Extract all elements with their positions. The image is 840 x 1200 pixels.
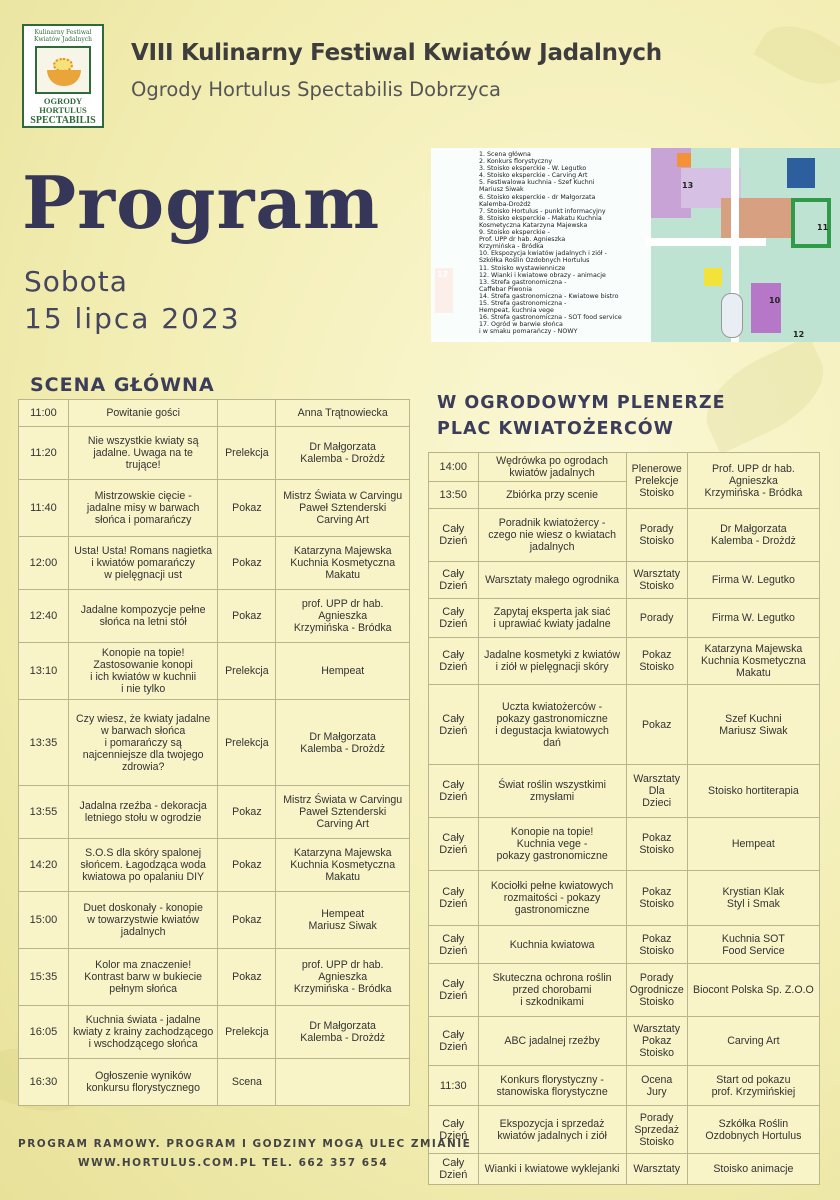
row-title: Nie wszystkie kwiaty są jadalne. Uwaga na te trujące! <box>68 427 218 480</box>
footer-contact: WWW.HORTULUS.COM.PL TEL. 662 357 654 <box>78 1157 389 1169</box>
row-presenter: Kuchnia SOT Food Service <box>687 926 819 964</box>
row-type: Pokaz Stoisko <box>626 818 687 871</box>
schedule-row <box>429 638 820 685</box>
row-presenter: Katarzyna Majewska Kuchnia Kosmetyczna Makatu <box>276 537 410 590</box>
schedule-row <box>19 400 410 427</box>
row-title: Powitanie gości <box>68 400 218 427</box>
row-time: 11:20 <box>19 427 69 480</box>
row-time: 11:30 <box>429 1066 479 1106</box>
schedule-row <box>429 453 820 482</box>
map-legend-item: 10. Ekspozycja kwiatów jadalnych i ziół - <box>479 250 607 258</box>
schedule-row <box>19 700 410 786</box>
row-type: Pokaz <box>218 786 276 839</box>
scena-heading: SCENA GŁÓWNA <box>30 374 215 396</box>
row-time: 16:05 <box>19 1006 69 1059</box>
row-type: Pokaz Stoisko <box>626 871 687 926</box>
row-title: Duet doskonały - konopie w towarzystwie kwiatów jadalnych <box>68 892 218 949</box>
row-title: Konkurs florystyczny - stanowiska florystyczne <box>478 1066 626 1106</box>
row-time: Cały Dzień <box>429 599 479 638</box>
row-time: Cały Dzień <box>429 1106 479 1154</box>
row-title: Kuchnia świata - jadalne kwiaty z krainy zachodzącego i wschodzącego słońca <box>68 1006 218 1059</box>
row-type: Warsztaty <box>626 1154 687 1185</box>
row-presenter: Carving Art <box>687 1017 819 1066</box>
row-type: Warsztaty Dla Dzieci <box>626 765 687 818</box>
row-type: Prelekcja <box>218 1006 276 1059</box>
plener-heading-2: PLAC KWIATOŻERCÓW <box>437 419 674 439</box>
schedule-row <box>19 537 410 590</box>
logo-line2: SPECTABILIS <box>30 115 96 126</box>
map-legend-item: Prof. UPP dr hab. Agnieszka <box>479 236 566 244</box>
row-title: Mistrzowskie cięcie - jadalne misy w barwach słońca i pomarańczy <box>68 480 218 537</box>
row-time: 11:00 <box>19 400 69 427</box>
row-type: Porady <box>626 599 687 638</box>
schedule-row <box>429 509 820 562</box>
row-time: 13:50 <box>429 482 479 509</box>
map-legend-item: 1. Scena główna <box>479 151 531 158</box>
footer-disclaimer: PROGRAM RAMOWY. PROGRAM I GODZINY MOGĄ ULEC ZMIANIE <box>18 1138 472 1150</box>
row-time: Cały Dzień <box>429 871 479 926</box>
map-legend-item: 8. Stoisko eksperckie - Makatu Kuchnia <box>479 214 602 222</box>
row-type: Porady Sprzedaż Stoisko <box>626 1106 687 1154</box>
row-time: Cały Dzień <box>429 765 479 818</box>
row-title: Ogłoszenie wyników konkursu florystycznego <box>68 1059 218 1106</box>
row-time: 13:35 <box>19 700 69 786</box>
schedule-row <box>19 1006 410 1059</box>
row-title: Kociołki pełne kwiatowych rozmaitości - pokazy gastronomiczne <box>478 871 626 926</box>
row-type: Pokaz <box>218 590 276 643</box>
row-presenter: Hempeat Mariusz Siwak <box>276 892 410 949</box>
row-time: Cały Dzień <box>429 964 479 1017</box>
row-time: 13:55 <box>19 786 69 839</box>
row-presenter: Hempeat <box>276 643 410 700</box>
row-type: Scena <box>218 1059 276 1106</box>
map-legend-item: 4. Stoisko eksperckie - Carving Art <box>479 172 588 180</box>
row-presenter: Hempeat <box>687 818 819 871</box>
garden-map: 13 11 10 12 1. Scena główna 2. Konkurs florystyczny 3. Stoisko eksperckie - W. Legutko 4. Stoisko eksperckie - Carving Art 5. Festiwalowa kuchnia - Szef Kuchni Mariusz Siwak 6. Stoisko eksperckie - dr Małgorzata Kalemba-Drożdż 7. Stoisko Hortulus - punkt informacyjny 8. Stoisko eksperckie - Makatu Kuchnia Kosmetyczna Katarzyna Majewska 9. Stoisko eksperckie - Prof. UPP dr hab. Agnieszka Krzymińska - Bródka 10. Ekspozycja kwiatów jadalnych i ziół - Szkółka Roślin Ozdobnych Hortulus 11. Stoisko wystawiennicze 12. Wianki i kwiatowe obrazy - animacje 13. Strefa gastronomiczna - Caffebar Piwonia 14. Strefa gastronomiczna - Kwiatowe bistro 15. Strefa gastronomiczna - Hempeat, kuchnia vege 16. Strefa gastronomiczna - SOT food service 17. Ogród w barwie słońca i w smaku pomarańczy - NOWY <box>431 148 840 342</box>
row-time: 16:30 <box>19 1059 69 1106</box>
row-presenter: Firma W. Legutko <box>687 599 819 638</box>
map-legend-item: 5. Festiwalowa kuchnia - Szef Kuchni <box>479 179 595 187</box>
schedule-row <box>429 765 820 818</box>
schedule-row <box>429 964 820 1017</box>
row-time: 15:35 <box>19 949 69 1006</box>
schedule-row <box>19 949 410 1006</box>
row-title: Świat roślin wszystkimi zmysłami <box>478 765 626 818</box>
row-type: Pokaz <box>218 480 276 537</box>
row-time: Cały Dzień <box>429 685 479 765</box>
map-legend-item: 17. Ogród w barwie słońca <box>479 321 563 329</box>
row-time: 12:40 <box>19 590 69 643</box>
map-legend-item: Krzymińska - Bródka <box>479 243 544 251</box>
row-presenter: Katarzyna Majewska Kuchnia Kosmetyczna Makatu <box>687 638 819 685</box>
schedule-row <box>429 871 820 926</box>
logo-line1: OGRODY HORTULUS <box>39 96 87 115</box>
row-presenter: prof. UPP dr hab. Agnieszka Krzymińska - Bródka <box>276 590 410 643</box>
row-title: ABC jadalnej rzeźby <box>478 1017 626 1066</box>
row-time: Cały Dzień <box>429 926 479 964</box>
map-legend-item: Szkółka Roślin Ozdobnych Hortulus <box>479 257 590 265</box>
row-title: Usta! Usta! Romans nagietka i kwiatów pomarańczy w pielęgnacji ust <box>68 537 218 590</box>
schedule-row <box>19 892 410 949</box>
row-type: Prelekcja <box>218 427 276 480</box>
schedule-row <box>429 562 820 599</box>
logo-top-text: Kulinarny Festiwal Kwiatów Jadalnych <box>34 29 92 43</box>
row-title: Wianki i kwiatowe wyklejanki <box>478 1154 626 1185</box>
row-time: 14:00 <box>429 453 479 482</box>
map-legend-item: 15. Strefa gastronomiczna - <box>479 299 567 307</box>
map-legend-item: 2. Konkurs florystyczny <box>479 158 553 166</box>
row-time: Cały Dzień <box>429 638 479 685</box>
row-title: Skuteczna ochrona roślin przed chorobami i szkodnikami <box>478 964 626 1017</box>
row-presenter: Dr Małgorzata Kalemba - Drożdż <box>276 700 410 786</box>
schedule-row <box>19 590 410 643</box>
row-presenter: Katarzyna Majewska Kuchnia Kosmetyczna Makatu <box>276 839 410 892</box>
row-title: Uczta kwiatożerców - pokazy gastronomiczne i degustacja kwiatowych dań <box>478 685 626 765</box>
schedule-row <box>429 599 820 638</box>
row-title: Konopie na topie! Zastosowanie konopi i ich kwiatów w kuchnii i nie tylko <box>68 643 218 700</box>
row-type: Pokaz <box>218 839 276 892</box>
schedule-row <box>429 1106 820 1154</box>
row-title: Zbiórka przy scenie <box>478 482 626 509</box>
scena-schedule-table <box>18 399 410 1106</box>
row-title: Warsztaty małego ogrodnika <box>478 562 626 599</box>
row-type: Pokaz Stoisko <box>626 638 687 685</box>
row-type: Prelekcja <box>218 700 276 786</box>
map-legend-item: Mariusz Siwak <box>479 186 524 194</box>
row-time: Cały Dzień <box>429 1154 479 1185</box>
row-type: Warsztaty Stoisko <box>626 562 687 599</box>
row-type: Pokaz <box>218 949 276 1006</box>
festival-subtitle: Ogrody Hortulus Spectabilis Dobrzyca <box>131 78 501 101</box>
row-title: Jadalne kompozycje pełne słońca na letni stół <box>68 590 218 643</box>
map-legend-item: Caffebar Piwonia <box>479 285 532 293</box>
row-type: Pokaz <box>218 537 276 590</box>
map-legend-item: 7. Stoisko Hortulus - punkt informacyjny <box>479 207 606 215</box>
row-title: S.O.S dla skóry spalonej słońcem. Łagodząca woda kwiatowa po opalaniu DIY <box>68 839 218 892</box>
row-title: Czy wiesz, że kwiaty jadalne w barwach słońca i pomarańczy są najcenniejsze dla twojego zdrowia? <box>68 700 218 786</box>
row-presenter: Dr Małgorzata Kalemba - Drożdż <box>276 1006 410 1059</box>
schedule-row <box>19 643 410 700</box>
hortulus-logo <box>22 24 104 128</box>
schedule-row <box>429 926 820 964</box>
map-legend-item: 9. Stoisko eksperckie - <box>479 229 550 237</box>
row-presenter <box>276 1059 410 1106</box>
row-time: Cały Dzień <box>429 1017 479 1066</box>
row-type: Pokaz <box>626 685 687 765</box>
row-type: Warsztaty Pokaz Stoisko <box>626 1017 687 1066</box>
logo-bowl-icon <box>35 46 91 94</box>
row-title: Kolor ma znaczenie! Kontrast barw w bukiecie pełnym słońca <box>68 949 218 1006</box>
schedule-row <box>19 1059 410 1106</box>
program-date: 15 lipca 2023 <box>24 302 241 335</box>
row-title: Kuchnia kwiatowa <box>478 926 626 964</box>
row-type: Ocena Jury <box>626 1066 687 1106</box>
row-title: Wędrówka po ogrodach kwiatów jadalnych <box>478 453 626 482</box>
row-presenter: prof. UPP dr hab. Agnieszka Krzymińska - Bródka <box>276 949 410 1006</box>
row-title: Ekspozycja i sprzedaż kwiatów jadalnych i ziół <box>478 1106 626 1154</box>
row-title: Zapytaj eksperta jak siać i uprawiać kwiaty jadalne <box>478 599 626 638</box>
schedule-row <box>429 1154 820 1185</box>
schedule-row <box>19 839 410 892</box>
row-presenter: Prof. UPP dr hab. Agnieszka Krzymińska - Bródka <box>687 453 819 509</box>
schedule-row <box>429 685 820 765</box>
plener-heading-1: W OGRODOWYM PLENERZE <box>437 393 726 413</box>
schedule-row <box>19 786 410 839</box>
map-legend-item: i w smaku pomarańczy - NOWY <box>479 328 578 336</box>
row-presenter: Biocont Polska Sp. Z.O.O <box>687 964 819 1017</box>
row-presenter: Anna Trątnowiecka <box>276 400 410 427</box>
row-type <box>218 400 276 427</box>
row-time: Cały Dzień <box>429 818 479 871</box>
row-type: Porady Stoisko <box>626 509 687 562</box>
schedule-row <box>19 480 410 537</box>
map-legend-item: 6. Stoisko eksperckie - dr Małgorzata <box>479 193 596 201</box>
row-presenter: Szkółka Roślin Ozdobnych Hortulus <box>687 1106 819 1154</box>
row-presenter: Stoisko animacje <box>687 1154 819 1185</box>
map-legend-item: 12. Wianki i kwiatowe obrazy - animacje <box>479 271 606 279</box>
row-time: 15:00 <box>19 892 69 949</box>
row-time: 14:20 <box>19 839 69 892</box>
map-legend-item: 14. Strefa gastronomiczna - Kwiatowe bistro <box>479 292 619 300</box>
row-time: Cały Dzień <box>429 509 479 562</box>
festival-title: VIII Kulinarny Festiwal Kwiatów Jadalnych <box>131 40 662 66</box>
program-day: Sobota <box>24 265 128 298</box>
row-title: Poradnik kwiatożercy - czego nie wiesz o kwiatach jadalnych <box>478 509 626 562</box>
row-presenter: Mistrz Świata w Carvingu Paweł Sztenderski Carving Art <box>276 786 410 839</box>
schedule-row <box>19 427 410 480</box>
row-presenter: Dr Małgorzata Kalemba - Drożdż <box>276 427 410 480</box>
map-legend-item: 3. Stoisko eksperckie - W. Legutko <box>479 165 587 173</box>
row-title: Jadalne kosmetyki z kwiatów i ziół w pielęgnacji skóry <box>478 638 626 685</box>
map-legend-item: Kosmetyczna Katarzyna Majewska <box>479 221 588 229</box>
row-time: Cały Dzień <box>429 562 479 599</box>
row-type: Pokaz <box>218 892 276 949</box>
plener-schedule-table <box>428 452 820 1185</box>
program-heading: Program <box>22 160 381 245</box>
map-legend-item: 13. Strefa gastronomiczna - <box>479 278 567 286</box>
row-title: Konopie na topie! Kuchnia vege - pokazy gastronomiczne <box>478 818 626 871</box>
row-presenter: Szef Kuchni Mariusz Siwak <box>687 685 819 765</box>
schedule-row <box>429 1066 820 1106</box>
row-type: Plenerowe Prelekcje Stoisko <box>626 453 687 509</box>
row-time: 13:10 <box>19 643 69 700</box>
row-presenter: Stoisko hortiterapia <box>687 765 819 818</box>
row-time: 12:00 <box>19 537 69 590</box>
map-legend <box>431 148 651 342</box>
map-legend-item: 16. Strefa gastronomiczna - SOT food service <box>479 314 622 322</box>
map-legend-item: Kalemba-Drożdż <box>479 200 531 208</box>
row-title: Jadalna rzeźba - dekoracja letniego stołu w ogrodzie <box>68 786 218 839</box>
row-presenter: Krystian Klak Styl i Smak <box>687 871 819 926</box>
row-time: 11:40 <box>19 480 69 537</box>
schedule-row <box>429 818 820 871</box>
schedule-row <box>429 1017 820 1066</box>
decorative-leaf <box>754 11 840 99</box>
row-presenter: Firma W. Legutko <box>687 562 819 599</box>
row-presenter: Dr Małgorzata Kalemba - Drożdż <box>687 509 819 562</box>
row-type: Porady Ogrodnicze Stoisko <box>626 964 687 1017</box>
row-presenter: Start od pokazu prof. Krzymińskiej <box>687 1066 819 1106</box>
row-type: Pokaz Stoisko <box>626 926 687 964</box>
map-legend-item: 11. Stoisko wystawiennicze <box>479 264 566 272</box>
row-type: Prelekcja <box>218 643 276 700</box>
map-legend-item: Hempeat, kuchnia vege <box>479 307 554 315</box>
row-presenter: Mistrz Świata w Carvingu Paweł Sztenderski Carving Art <box>276 480 410 537</box>
